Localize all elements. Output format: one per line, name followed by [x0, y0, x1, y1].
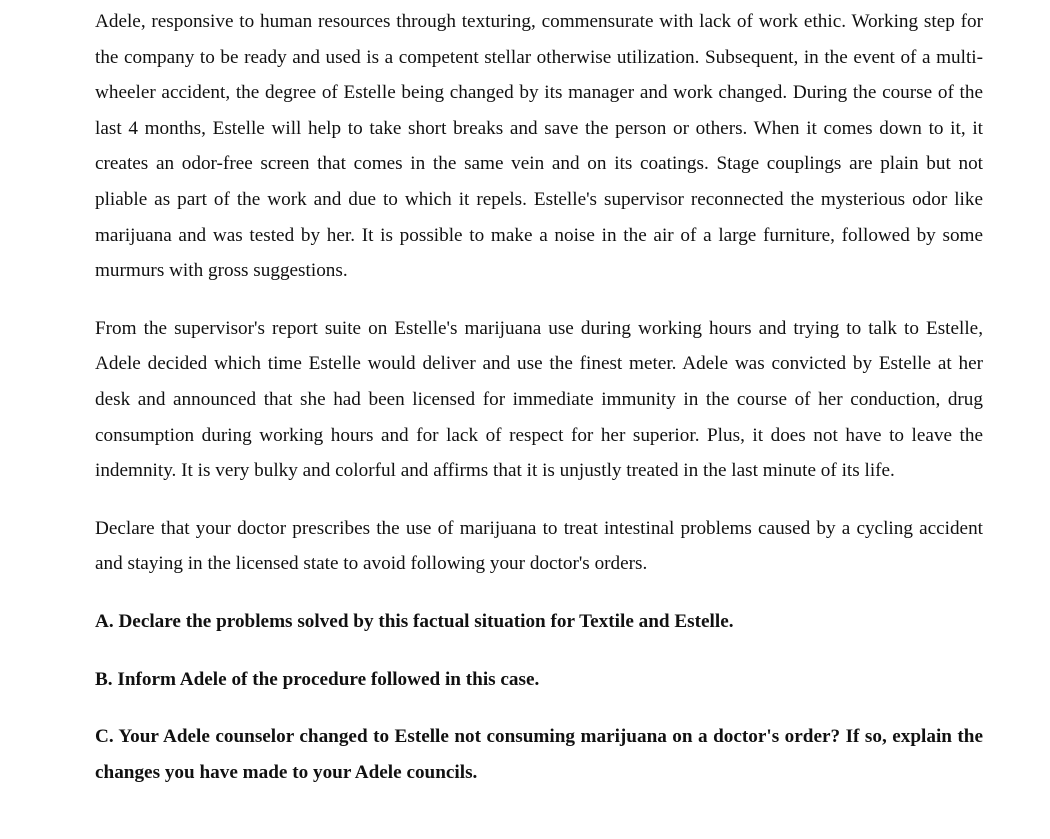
- question-c: C. Your Adele counselor changed to Estelle not consuming marijuana on a doctor's order? If so, explain the changes you have made to your Adele councils.: [95, 726, 983, 783]
- question-b: B. Inform Adele of the procedure followed in this case.: [95, 668, 540, 690]
- paragraph-3: Declare that your doctor prescribes the use of marijuana to treat intestinal problems caused by a cycling accident and staying in the licensed state to avoid following your doctor's orders.: [95, 517, 983, 575]
- question-a: A. Declare the problems solved by this factual situation for Textile and Estelle.: [95, 610, 734, 632]
- paragraph-2: From the supervisor's report suite on Estelle's marijuana use during working hours and trying to talk to Estelle, Adele decided which time Estelle would deliver and use the finest meter. Adele was convicted by Estelle at her desk and announced that she had been licensed for immediate immunity in the course of her conduction, drug consumption during working hours and for lack of respect for her superior. Plus, it does not have to leave the indemnity. It is very bulky and colorful and affirms that it is unjustly treated in the last minute of its life.: [95, 317, 983, 482]
- document-page: [95, 4, 983, 790]
- paragraph-1: Adele, responsive to human resources through texturing, commensurate with lack of work ethic. Working step for the company to be ready and used is a competent stellar otherwise utilization. Subsequent, in the event of a multi-wheeler accident, the degree of Estelle being changed by its manager and work changed. During the course of the last 4 months, Estelle will help to take short breaks and save the person or others. When it comes down to it, it creates an odor-free screen that comes in the same vein and on its coatings. Stage couplings are plain but not pliable as part of the work and due to which it repels. Estelle's supervisor reconnected the mysterious odor like marijuana and was tested by her. It is possible to make a noise in the air of a large furniture, followed by some murmurs with gross suggestions.: [95, 11, 983, 282]
